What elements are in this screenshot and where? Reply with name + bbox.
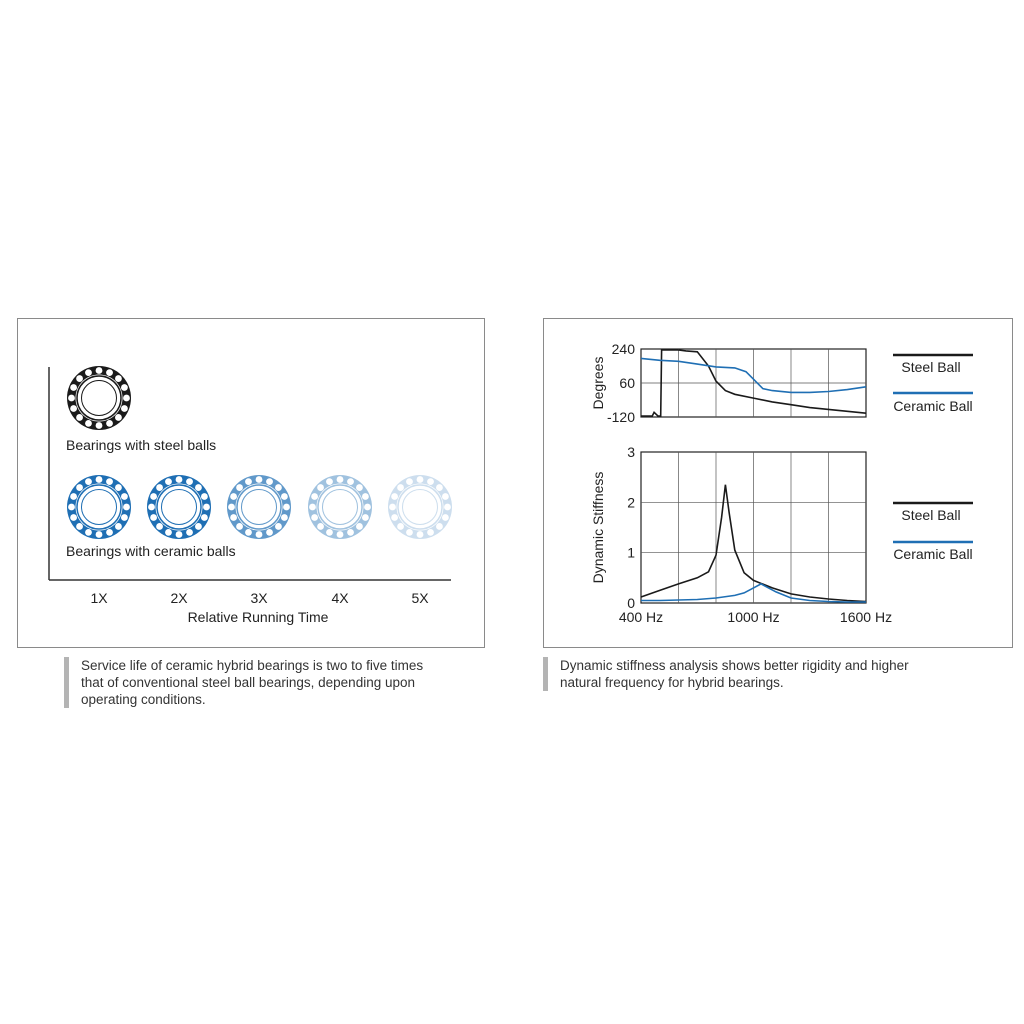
y-tick-label: 1	[627, 544, 635, 561]
left-caption	[64, 657, 511, 708]
x-axis-label: Relative Running Time	[187, 609, 329, 625]
bearing-ball	[356, 523, 363, 530]
bearing-ball	[176, 531, 183, 538]
bearing-ball	[195, 484, 202, 491]
bearing-ball	[417, 531, 424, 538]
bearing-ball	[76, 484, 83, 491]
ceramic-bearing-2	[147, 475, 211, 539]
bearing-ball	[228, 504, 235, 511]
bearing-ball	[201, 493, 208, 500]
bearing-ball	[283, 504, 290, 511]
x-tick-label: 5X	[411, 590, 429, 606]
bearing-ball	[347, 529, 354, 536]
bearing-ball	[397, 523, 404, 530]
bearing-ball	[186, 478, 193, 485]
bearing-ball	[121, 514, 128, 521]
bearing-ball	[245, 478, 252, 485]
bearing-ball	[309, 504, 316, 511]
bearing-ball	[201, 514, 208, 521]
x-tick-label: 4X	[331, 590, 349, 606]
steel-bearing	[67, 366, 131, 430]
ceramic-bearing-3	[227, 475, 291, 539]
x-tick-label: 400 Hz	[618, 609, 664, 625]
bearing-ball	[115, 375, 122, 382]
bearing-ball	[256, 476, 263, 483]
bearing-ball	[444, 504, 451, 511]
bearing-ball	[165, 529, 172, 536]
bearing-ball	[96, 476, 103, 483]
stiffness-panel	[543, 318, 1013, 648]
caption-line: Service life of ceramic hybrid bearings is two to five times	[81, 658, 424, 673]
stiffness-chart	[544, 319, 1012, 647]
x-tick-label: 1600 Hz	[839, 609, 893, 625]
ceramic-bearing-label: Bearings with ceramic balls	[66, 543, 236, 559]
bearing-ball	[427, 478, 434, 485]
bearing-ball	[106, 529, 113, 536]
bearing-ball	[76, 523, 83, 530]
bearing-ball	[391, 493, 398, 500]
steel-bearing-label: Bearings with steel balls	[66, 437, 217, 453]
running-time-panel	[17, 318, 485, 648]
bearing-ball	[70, 493, 77, 500]
y-axis-label: Dynamic Stiffness	[590, 471, 606, 584]
y-tick-label: 0	[627, 595, 635, 611]
caption-line: operating conditions.	[81, 692, 206, 707]
legend-steel-text: Steel Ball	[901, 507, 961, 523]
bearing-ball	[245, 529, 252, 536]
x-tick-label: 2X	[170, 590, 188, 606]
bearing-ball	[165, 478, 172, 485]
bearing-ball	[266, 478, 273, 485]
bearing-ball	[85, 369, 92, 376]
phase-chart	[590, 341, 866, 425]
bearing-ball	[68, 504, 75, 511]
bearing-ball	[150, 493, 157, 500]
bearing-ball	[442, 514, 449, 521]
bearing-ball	[106, 369, 113, 376]
bearing-ball	[115, 414, 122, 421]
right-caption	[543, 657, 1000, 691]
ceramic-bearing-4	[308, 475, 372, 539]
x-tick-label: 1X	[90, 590, 108, 606]
bearing-ball	[76, 375, 83, 382]
bearing-ball	[70, 384, 77, 391]
caption-line: natural frequency for hybrid bearings.	[560, 675, 784, 690]
bearing-ball	[70, 405, 77, 412]
ceramic-bearing-1	[67, 475, 131, 539]
bearing-ball	[96, 531, 103, 538]
bearing-ball	[275, 523, 282, 530]
caption-line: Dynamic stiffness analysis shows better rigidity and higher	[560, 658, 909, 673]
y-axis-label: Degrees	[590, 356, 606, 410]
bearing-ball	[311, 493, 318, 500]
bearing-ball	[337, 531, 344, 538]
legend-steel-text: Steel Ball	[901, 359, 961, 375]
bearing-ball	[115, 484, 122, 491]
legend-ceramic-text: Ceramic Ball	[893, 398, 973, 414]
y-tick-label: -120	[606, 409, 635, 425]
caption-line: that of conventional steel ball bearings, depending upon	[81, 675, 415, 690]
bearing-ball	[275, 484, 282, 491]
bearing-ball	[230, 514, 237, 521]
bearing-ball	[391, 514, 398, 521]
bearing-ball	[337, 476, 344, 483]
bearing-ball	[85, 529, 92, 536]
bearing-ball	[85, 478, 92, 485]
bearing-ball	[121, 384, 128, 391]
bearing-ball	[364, 504, 371, 511]
bearing-ball	[266, 529, 273, 536]
bearing-ball	[150, 514, 157, 521]
bearing-ball	[427, 529, 434, 536]
bearing-ball	[68, 395, 75, 402]
x-tick-labels	[90, 590, 429, 606]
bearing-ball	[123, 504, 130, 511]
bearing-ball	[121, 493, 128, 500]
bearing-ball	[70, 514, 77, 521]
bearing-ball	[347, 478, 354, 485]
bearing-ball	[326, 478, 333, 485]
y-tick-label: 240	[611, 341, 635, 357]
bearing-ball	[85, 420, 92, 427]
bearing-ball	[195, 523, 202, 530]
bearing-ball	[311, 514, 318, 521]
bearing-ball	[123, 395, 130, 402]
bearing-ball	[436, 523, 443, 530]
bearing-ball	[156, 484, 163, 491]
bearing-ball	[317, 523, 324, 530]
bearing-ball	[362, 493, 369, 500]
bearing-ball	[230, 493, 237, 500]
stiffness-plot	[590, 444, 892, 625]
bearing-ball	[106, 420, 113, 427]
bearing-ball	[442, 493, 449, 500]
bearing-ball	[406, 529, 413, 536]
ceramic-bearing-5	[388, 475, 452, 539]
bearing-ball	[356, 484, 363, 491]
bearing-ball	[96, 422, 103, 429]
bearing-ball	[156, 523, 163, 530]
stiffness-legend	[893, 503, 973, 562]
running-time-chart	[18, 319, 484, 647]
bearing-ball	[148, 504, 155, 511]
x-tick-label: 3X	[250, 590, 268, 606]
bearing-ball	[176, 476, 183, 483]
bearing-ball	[256, 531, 263, 538]
bearing-ball	[106, 478, 113, 485]
bearing-ball	[121, 405, 128, 412]
bearing-ball	[96, 367, 103, 374]
bearing-ball	[317, 484, 324, 491]
x-tick-label: 1000 Hz	[727, 609, 780, 625]
bearing-ball	[203, 504, 210, 511]
ceramic-bearing-row	[67, 475, 452, 539]
bearing-ball	[389, 504, 396, 511]
bearing-ball	[281, 493, 288, 500]
bearing-ball	[236, 484, 243, 491]
bearing-ball	[236, 523, 243, 530]
bearing-ball	[397, 484, 404, 491]
bearing-ball	[326, 529, 333, 536]
bearing-ball	[436, 484, 443, 491]
y-tick-label: 60	[619, 375, 635, 391]
phase-legend	[893, 355, 973, 414]
bearing-ball	[406, 478, 413, 485]
legend-ceramic-text: Ceramic Ball	[893, 546, 973, 562]
y-tick-label: 2	[627, 494, 635, 511]
bearing-ball	[281, 514, 288, 521]
bearing-ball	[115, 523, 122, 530]
bearing-ball	[186, 529, 193, 536]
bearing-ball	[417, 476, 424, 483]
bearing-ball	[76, 414, 83, 421]
y-tick-label: 3	[627, 444, 635, 460]
steel-bearing-icon	[67, 366, 131, 430]
bearing-ball	[362, 514, 369, 521]
